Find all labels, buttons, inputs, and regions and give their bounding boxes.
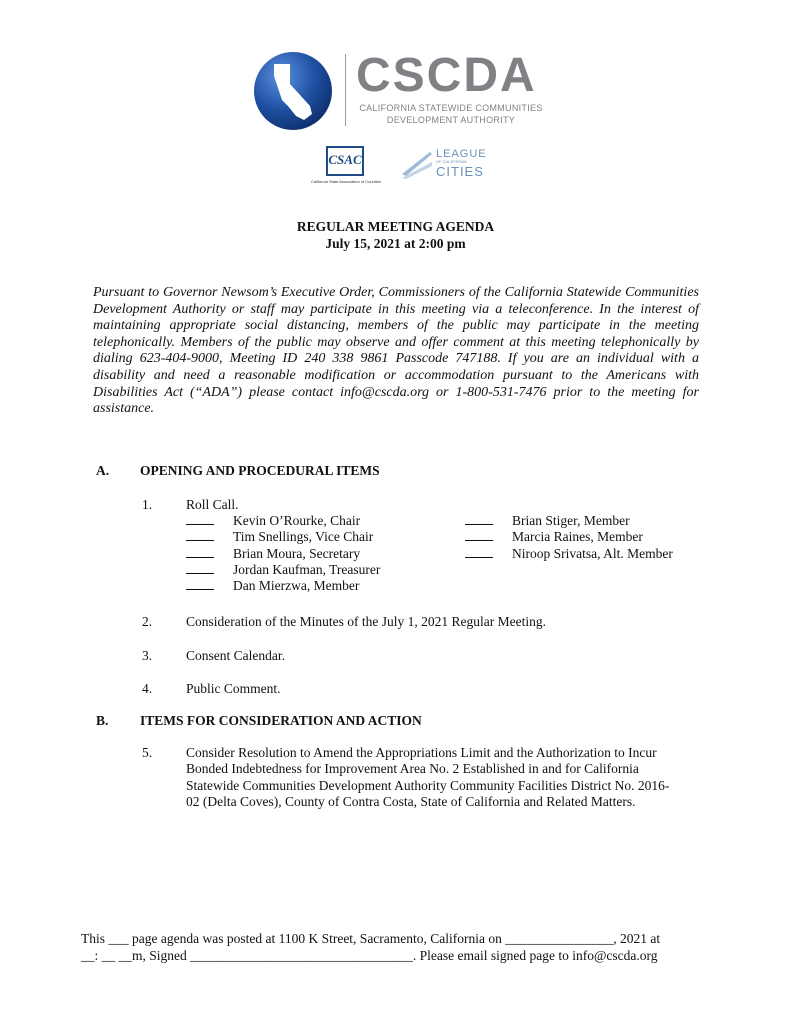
roll-row xyxy=(465,546,673,562)
member-name: Marcia Raines, Member xyxy=(512,529,643,545)
roll-row xyxy=(186,546,380,562)
section-b-title: ITEMS FOR CONSIDERATION AND ACTION xyxy=(140,713,422,728)
item-4-text: Public Comment. xyxy=(186,681,281,696)
section-a-letter: A. xyxy=(96,463,110,478)
california-globe-logo xyxy=(252,50,334,132)
attendance-blank xyxy=(465,546,493,558)
cscda-subtitle-line1: CALIFORNIA STATEWIDE COMMUNITIES xyxy=(359,103,543,113)
item-1-number: 1. xyxy=(142,497,153,512)
csac-caption: California State Association of Counties xyxy=(310,179,382,184)
attendance-blank xyxy=(186,578,214,590)
footer-line2: __: __ __m, Signed _________________________________. Please email signed page to info@cscda.org xyxy=(81,947,658,963)
logo-divider xyxy=(345,54,346,126)
item-5-line: Statewide Communities Development Authority Community Facilities District No. 2016- xyxy=(186,777,670,793)
roll-call-left-list xyxy=(186,513,380,594)
section-b-letter: B. xyxy=(96,713,109,728)
member-name: Tim Snellings, Vice Chair xyxy=(233,529,374,545)
attendance-blank xyxy=(186,546,214,558)
member-name: Dan Mierzwa, Member xyxy=(233,578,360,594)
member-name: Jordan Kaufman, Treasurer xyxy=(233,561,381,577)
item-4-number: 4. xyxy=(142,681,153,696)
item-3-number: 3. xyxy=(142,648,153,663)
league-line2: OF CALIFORNIA xyxy=(436,159,467,164)
member-name: Brian Moura, Secretary xyxy=(233,545,361,561)
cscda-subtitle-line2: DEVELOPMENT AUTHORITY xyxy=(386,115,516,125)
csac-mark: CSAC xyxy=(328,152,362,167)
item-5-number: 5. xyxy=(142,745,153,760)
item-5-line: Consider Resolution to Amend the Appropriations Limit and the Authorization to Incur xyxy=(186,745,657,760)
item-2-text: Consideration of the Minutes of the July 1, 2021 Regular Meeting. xyxy=(186,614,546,629)
attendance-blank xyxy=(186,513,214,525)
member-name: Brian Stiger, Member xyxy=(512,513,630,528)
cscda-wordmark: CSCDA xyxy=(356,49,537,102)
item-2-number: 2. xyxy=(142,614,153,629)
item-1-label: Roll Call. xyxy=(186,497,239,512)
roll-call-right-list xyxy=(465,513,673,562)
attendance-blank xyxy=(186,529,214,541)
intro-paragraph: Pursuant to Governor Newsom’s Executive Order, Commissioners of the California Statewide Communities Development Authority or staff may participate in this meeting via a teleconference. In the interest of maintaining appropriate social distancing, members of the public may participate in the meeting telephonically. Members of the public may observe and offer comment at this meeting telephonically by dialing 623-404-9000, Meeting ID 240 338 9861 Passcode 747188. If you are an individual with a disability and need a reasonable modification or accommodation pursuant to the Americans with Disabilities Act (“ADA”) please contact info@cscda.org or 1-800-531-7476 prior to the meeting for assistance. xyxy=(93,285,699,417)
member-name: Kevin O’Rourke, Chair xyxy=(233,513,361,528)
item-5-line: Bonded Indebtedness for Improvement Area No. 2 Established in and for California xyxy=(186,761,639,777)
roll-row xyxy=(465,529,673,545)
agenda-title: REGULAR MEETING AGENDA xyxy=(296,219,495,234)
agenda-date: July 15, 2021 at 2:00 pm xyxy=(325,236,466,251)
item-5-line: 02 (Delta Coves), County of Contra Costa, State of California and Related Matters. xyxy=(186,794,636,810)
roll-row xyxy=(186,578,380,594)
section-a-title: OPENING AND PROCEDURAL ITEMS xyxy=(140,463,380,478)
posting-certification xyxy=(81,931,701,964)
item-3-text: Consent Calendar. xyxy=(186,648,285,663)
member-name: Niroop Srivatsa, Alt. Member xyxy=(512,545,673,561)
footer-line1: This ___ page agenda was posted at 1100 K Street, Sacramento, California on ________________, 2021 at xyxy=(81,931,661,946)
league-line1: LEAGUE xyxy=(436,148,487,160)
attendance-blank xyxy=(465,513,493,525)
roll-row xyxy=(186,513,380,529)
roll-row xyxy=(465,513,673,529)
league-of-cities-logo xyxy=(400,148,434,180)
league-line3: CITIES xyxy=(436,164,484,179)
item-5-text xyxy=(186,745,701,811)
cscda-subtitle xyxy=(356,102,546,126)
attendance-blank xyxy=(186,562,214,574)
roll-row xyxy=(186,562,380,578)
attendance-blank xyxy=(465,529,493,541)
roll-row xyxy=(186,529,380,545)
